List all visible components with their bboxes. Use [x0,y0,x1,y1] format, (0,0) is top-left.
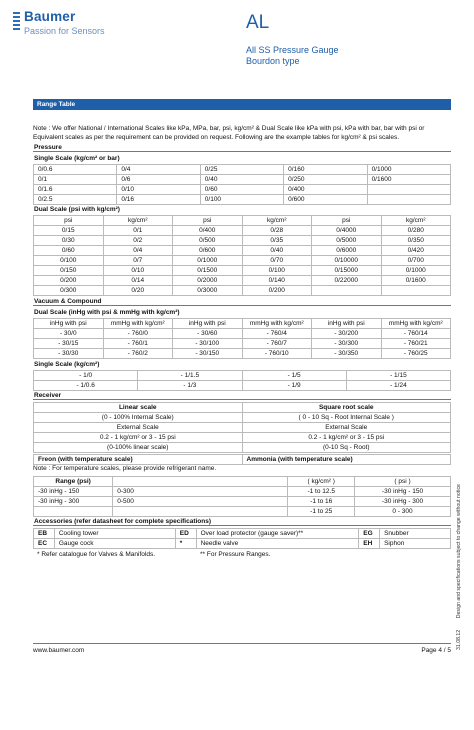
receiver-table [33,402,451,453]
table-cell: 0/14 [103,276,173,286]
table-cell: 0/60 [200,185,283,195]
table-row [34,381,451,391]
table-cell: 0.2 - 1 kg/cm² or 3 - 15 psi [242,433,451,443]
refrigerant-table [33,476,451,517]
page-number: Page 4 / 5 [421,647,451,654]
table-row [34,529,451,539]
table-cell: 0/1600 [367,175,450,185]
table-cell: 0/400 [284,185,367,195]
table-cell: 0/6 [117,175,200,185]
table-cell: 0/350 [381,236,451,246]
side-disclaimer: Design and specifications subject to change without notice [456,484,462,619]
table-cell: Snubber [380,529,451,539]
table-cell: - 30/60 [173,329,243,339]
table-row [34,507,451,517]
table-cell [367,185,450,195]
table-cell: - 760/25 [381,349,451,359]
side-notice-text [456,484,462,650]
table-cell: 0-300 [113,487,288,497]
table-cell: - 30/350 [312,349,382,359]
table-cell: - 30/300 [312,339,382,349]
table-cell: -30 inHg - 150 [34,487,113,497]
table-row [34,433,451,443]
table-row [34,165,451,175]
pressure-dual-table [33,215,451,296]
section-title-bar: Range Table [33,99,451,110]
table-cell: - 760/7 [242,339,312,349]
table-cell: Over load protector (gauge saver)** [196,529,359,539]
receiver-heading: Receiver [33,392,451,400]
table-cell: 0/140 [242,276,312,286]
vacuum-heading: Vacuum & Compound [33,298,451,306]
table-cell: 0/700 [381,256,451,266]
table-cell: 0/2 [103,236,173,246]
table-cell: - 760/10 [242,349,312,359]
table-cell: 0/1000 [367,165,450,175]
table-cell: -30 inHg - 150 [355,487,451,497]
table-cell [381,286,451,296]
table-row [34,236,451,246]
table-cell [113,507,288,517]
table-cell: - 30/150 [173,349,243,359]
table-cell: 0/500 [173,236,243,246]
logo-mark-icon [13,12,20,34]
table-cell: 0 - 300 [355,507,451,517]
table-cell: Cooling tower [54,529,175,539]
pressure-single-table [33,164,451,205]
table-cell: 0/4000 [312,226,382,236]
table-cell: EB [34,529,55,539]
table-cell: 0/600 [284,195,367,205]
refrigerant-heading-table [33,454,451,465]
column-header: kg/cm² [242,216,312,226]
column-header: psi [34,216,104,226]
table-cell: 0/22000 [312,276,382,286]
table-cell: 0/15000 [312,266,382,276]
table-row [34,195,451,205]
subtitle-line1: All SS Pressure Gauge [246,45,339,55]
refrigerant-note: Note : For temperature scales, please provide refrigerant name. [33,465,217,472]
table-cell: 0/150 [34,266,104,276]
table-cell: - 1/0 [34,371,138,381]
table-cell: 0/1.6 [34,185,117,195]
table-cell: EC [34,539,55,549]
table-cell: * [175,539,196,549]
ammonia-heading: Ammonia (with temperature scale) [242,455,451,465]
column-header: kg/cm² [103,216,173,226]
table-cell: 0/25 [200,165,283,175]
table-cell: 0.2 - 1 kg/cm² or 3 - 15 psi [34,433,243,443]
pressure-heading: Pressure [33,144,451,152]
table-cell: - 30/0 [34,329,104,339]
table-row [34,286,451,296]
brand-tagline: Passion for Sensors [24,26,105,36]
linear-scale-title: Linear scale [34,403,243,413]
table-cell: 0/100 [200,195,283,205]
table-cell: (0 - 100% Internal Scale) [34,413,243,423]
subtitle-line2: Bourdon type [246,56,300,66]
vacuum-single-heading: Single Scale (kg/cm²) [34,361,100,368]
accessories-footnotes [33,549,451,559]
table-cell: - 1/1.5 [138,371,242,381]
table-cell: 0/250 [284,175,367,185]
table-row [34,539,451,549]
column-header: mmHg with kg/cm² [103,319,173,329]
table-cell: 0/1000 [173,256,243,266]
table-cell: -30 inHg - 300 [355,497,451,507]
vacuum-dual-table [33,318,451,359]
table-cell [34,507,113,517]
column-header: mmHg with kg/cm² [242,319,312,329]
table-cell: - 1/9 [242,381,346,391]
table-cell: - 1/15 [346,371,450,381]
brand-name: Baumer [24,9,76,24]
table-cell: 0/160 [284,165,367,175]
table-cell: 0/300 [34,286,104,296]
footer-url: www.baumer.com [33,647,85,654]
table-cell: - 760/1 [103,339,173,349]
table-cell: -1 to 12.5 [288,487,355,497]
table-cell: 0/5000 [312,236,382,246]
table-cell: 0/600 [173,246,243,256]
table-cell: - 760/4 [242,329,312,339]
table-row [34,349,451,359]
product-subtitle [246,45,339,67]
table-row [34,256,451,266]
table-cell: 0-500 [113,497,288,507]
table-row [34,413,451,423]
table-cell: 0/420 [381,246,451,256]
table-row [34,497,451,507]
footnote-pressure: ** For Pressure Ranges. [200,550,271,558]
table-row [34,226,451,236]
table-cell: 0/16 [117,195,200,205]
table-row [34,185,451,195]
table-cell: - 760/21 [381,339,451,349]
table-cell: - 30/30 [34,349,104,359]
table-cell: 0/400 [173,226,243,236]
table-cell: Needle valve [196,539,359,549]
freon-heading: Freon (with temperature scale) [34,455,243,465]
column-header: inHg with psi [312,319,382,329]
table-cell: 0/200 [242,286,312,296]
footnote-valves: * Refer catalogue for Valves & Manifolds. [37,550,156,558]
table-cell: - 1/0.6 [34,381,138,391]
table-cell: - 30/15 [34,339,104,349]
table-cell: ( 0 - 10 Sq - Root Internal Scale ) [242,413,451,423]
column-header: psi [173,216,243,226]
table-row [34,423,451,433]
table-cell: 0/4 [117,165,200,175]
table-cell: 0/1600 [381,276,451,286]
table-cell: 0/1000 [381,266,451,276]
table-cell: 0/1500 [173,266,243,276]
column-header [113,477,288,487]
table-cell: EG [359,529,380,539]
footer-divider [33,643,451,644]
table-row [34,339,451,349]
accessories-heading: Accessories (refer datasheet for complete specifications) [33,518,451,526]
table-row [34,175,451,185]
model-title: AL [246,12,270,33]
column-header: Range (psi) [34,477,113,487]
table-row [34,329,451,339]
table-cell: 0/28 [242,226,312,236]
table-row [34,276,451,286]
table-row [34,371,451,381]
side-notice [457,480,467,650]
table-cell: - 760/0 [103,329,173,339]
pressure-dual-heading: Dual Scale (psi with kg/cm²) [34,206,120,213]
table-cell: - 1/24 [346,381,450,391]
table-cell: 0/280 [381,226,451,236]
table-cell: 0/100 [34,256,104,266]
table-cell: - 760/2 [103,349,173,359]
pressure-single-heading: Single Scale (kg/cm² or bar) [34,155,120,162]
side-code: 31.08.12 [456,629,462,650]
table-cell: 0/30 [34,236,104,246]
column-header: ( psi ) [355,477,451,487]
table-cell: Gauge cock [54,539,175,549]
table-cell: - 1/3 [138,381,242,391]
vacuum-single-table [33,370,451,391]
table-row [34,266,451,276]
table-cell: 0/2.5 [34,195,117,205]
table-cell: 0/10 [103,266,173,276]
table-cell: 0/10000 [312,256,382,266]
table-cell: (0-10 Sq - Root) [242,443,451,453]
table-cell: ED [175,529,196,539]
table-cell: - 30/200 [312,329,382,339]
column-header: inHg with psi [34,319,104,329]
table-row [34,246,451,256]
column-header: kg/cm² [381,216,451,226]
table-cell: External Scale [34,423,243,433]
table-row [34,443,451,453]
table-cell [367,195,450,205]
table-cell: 0/100 [242,266,312,276]
table-cell: 0/1 [34,175,117,185]
table-cell: EH [359,539,380,549]
table-cell: 0/7 [103,256,173,266]
table-cell: 0/4 [103,246,173,256]
table-cell: 0/0.6 [34,165,117,175]
table-cell: 0/1 [103,226,173,236]
column-header: inHg with psi [173,319,243,329]
table-cell: External Scale [242,423,451,433]
accessories-table [33,528,451,549]
table-cell [312,286,382,296]
table-cell: 0/200 [34,276,104,286]
table-cell: (0-100% linear scale) [34,443,243,453]
table-cell: -1 to 25 [288,507,355,517]
column-header: psi [312,216,382,226]
scales-note: Note : We offer National / International Scales like kPa, MPa, bar, psi, kg/cm² & Dual Scale like kPa with psi, kPa with bar, bar with psi or Equivalent scales as per the requirement can be provided on request. Following are the example tables for kg/cm² & psi scales. [33,125,425,141]
table-cell: 0/20 [103,286,173,296]
table-cell: -1 to 16 [288,497,355,507]
column-header: ( kg/cm² ) [288,477,355,487]
table-cell: 0/6000 [312,246,382,256]
table-cell: - 1/5 [242,371,346,381]
table-cell: 0/70 [242,256,312,266]
table-cell: 0/2000 [173,276,243,286]
table-cell: 0/3000 [173,286,243,296]
table-row [34,487,451,497]
table-cell: 0/35 [242,236,312,246]
table-cell: Siphon [380,539,451,549]
sqroot-scale-title: Square root scale [242,403,451,413]
table-cell: - 760/14 [381,329,451,339]
table-cell: 0/40 [200,175,283,185]
column-header: mmHg with kg/cm² [381,319,451,329]
table-cell: -30 inHg - 300 [34,497,113,507]
table-cell: 0/10 [117,185,200,195]
table-cell: 0/60 [34,246,104,256]
table-cell: 0/15 [34,226,104,236]
table-cell: - 30/100 [173,339,243,349]
table-cell: 0/40 [242,246,312,256]
vacuum-dual-heading: Dual Scale (inHg with psi & mmHg with kg/cm²) [34,309,180,316]
